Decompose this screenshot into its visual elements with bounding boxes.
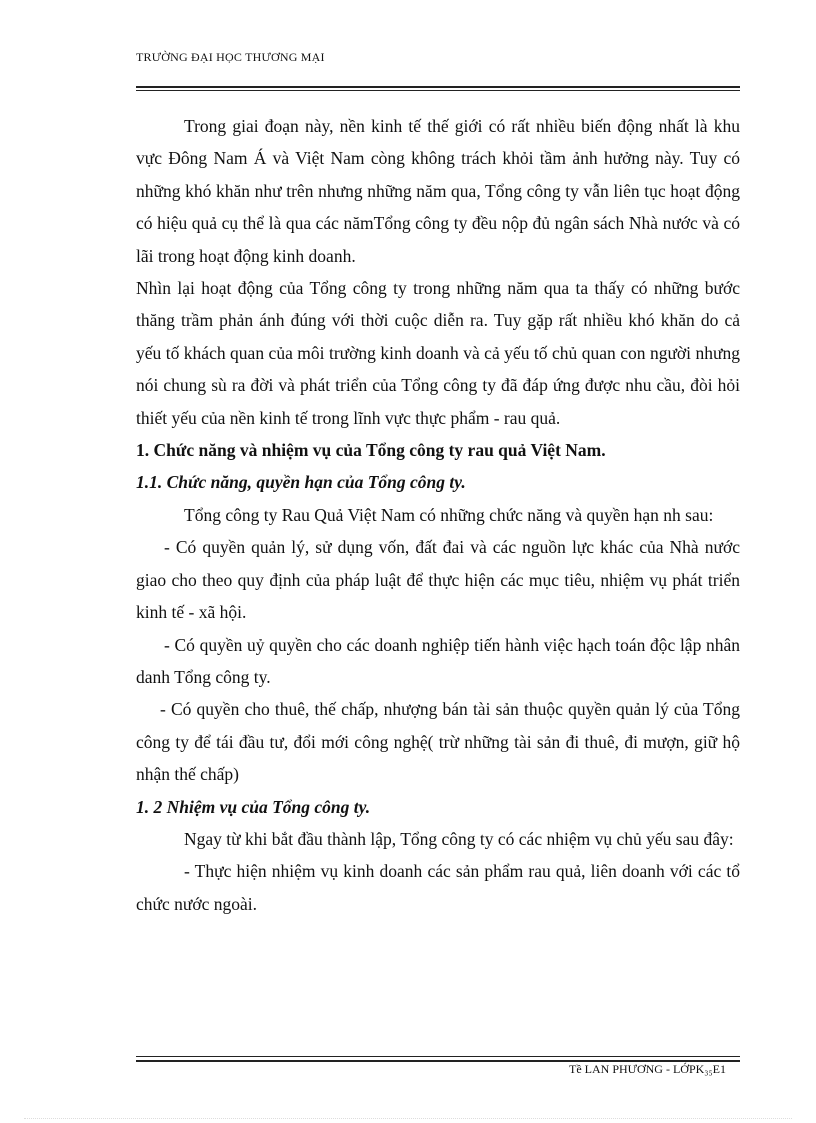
page-footer: Tề LAN PHƯƠNG - LỚPK₃₅E1: [569, 1062, 726, 1076]
bullet-paragraph: - Có quyền uỷ quyền cho các doanh nghiệp tiến hành việc hạch toán độc lập nhân danh Tổng công ty.: [136, 634, 740, 687]
page-edge-dots: [24, 1118, 792, 1119]
paragraph: Ngay từ khi bắt đầu thành lập, Tổng công ty có các nhiệm vụ chủ yếu sau đây:: [184, 828, 734, 849]
header-rule-thin: [136, 90, 740, 91]
page-header: TRƯỜNG ĐẠI HỌC THƯƠNG MẠI: [136, 50, 325, 64]
bullet-paragraph: - Thực hiện nhiệm vụ kinh doanh các sản phẩm rau quả, liên doanh với các tổ chức nước ngoài.: [136, 861, 740, 914]
section-heading: 1. Chức năng và nhiệm vụ của Tổng công ty rau quả Việt Nam.: [136, 440, 606, 461]
subsection-heading: 1.1. Chức năng, quyền hạn của Tổng công ty.: [136, 472, 466, 493]
paragraph: Tổng công ty Rau Quả Việt Nam có những chức năng và quyền hạn nh sau:: [184, 504, 714, 525]
bullet-paragraph: - Có quyền cho thuê, thế chấp, nhượng bán tài sản thuộc quyền quản lý của Tổng công ty để tái đầu tư, đổi mới công nghệ( trừ những tài sản đi thuê, đi mượn, giữ hộ nhận thế chấp): [136, 699, 740, 785]
bullet-paragraph: - Có quyền quản lý, sử dụng vốn, đất đai và các nguồn lực khác của Nhà nước giao cho theo quy định của pháp luật để thực hiện các mục tiêu, nhiệm vụ phát triển kinh tế - xã hội.: [136, 537, 740, 623]
paragraph: Nhìn lại hoạt động của Tổng công ty trong những năm qua ta thấy có những bước thăng trầm phản ánh đúng với thời cuộc diễn ra. Tuy gặp rất nhiều khó khăn do cả yếu tố khách quan của môi trường kinh doanh và cả yếu tố chủ quan con người nhưng nói chung sù ra đời và phát triển của Tổng công ty đã đáp ứng được nhu cầu, đòi hỏi thiết yếu của nền kinh tế trong lĩnh vực thực phẩm - rau quả.: [136, 278, 740, 428]
header-rule: [136, 86, 740, 88]
footer-rule-thin: [136, 1056, 740, 1057]
paragraph: Trong giai đoạn này, nền kinh tế thế giới có rất nhiều biến động nhất là khu vực Đông Nam Á và Việt Nam còng không trách khỏi tầm ảnh hưởng này. Tuy có những khó khăn như trên nhưng những năm qua, Tổng công ty vẫn liên tục hoạt động có hiệu quả cụ thể là qua các nămTổng công ty đều nộp đủ ngân sách Nhà nước và có lãi trong hoạt động kinh doanh.: [136, 116, 740, 266]
subsection-heading: 1. 2 Nhiệm vụ của Tổng công ty.: [136, 796, 371, 817]
page-body: [136, 110, 740, 920]
